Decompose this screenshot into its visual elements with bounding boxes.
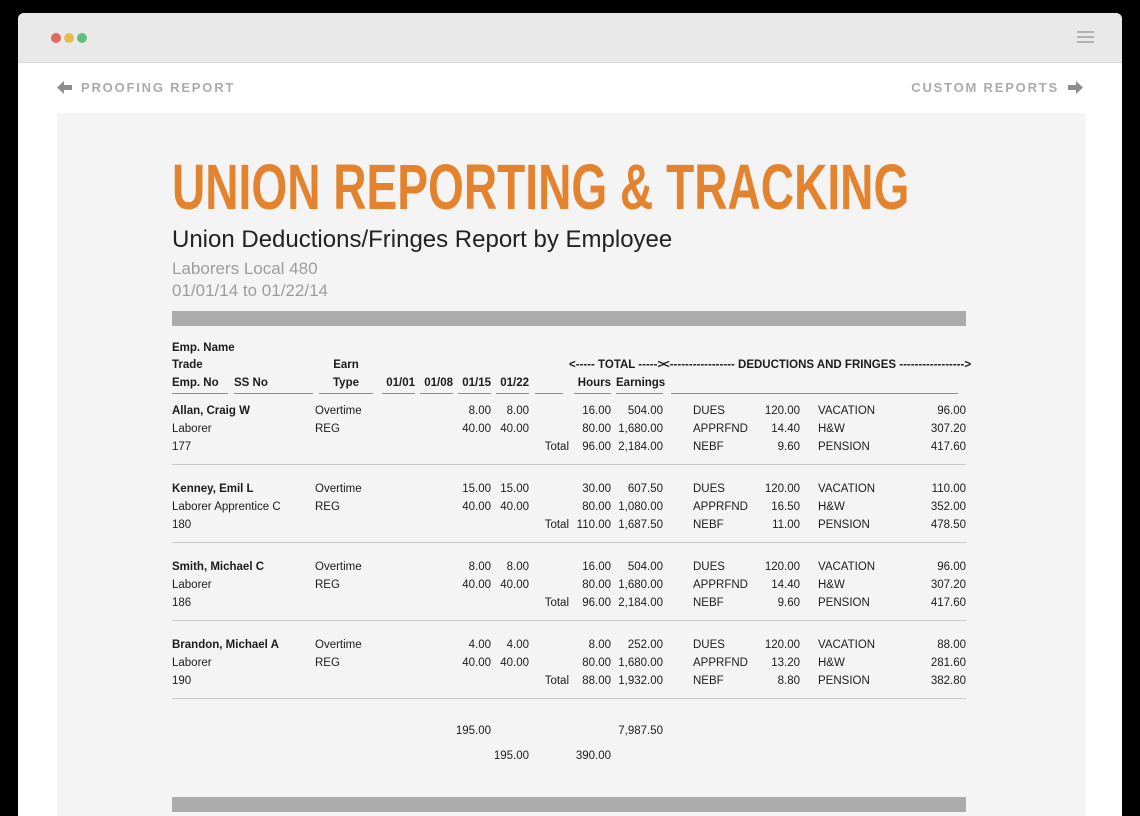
section-divider-bottom bbox=[172, 797, 966, 812]
grand-total-hours: 390.00 bbox=[575, 750, 611, 762]
deduction-amount-cell: 13.20 bbox=[771, 657, 800, 669]
week-0115-cell: 40.00 bbox=[462, 657, 491, 669]
deduction-amount-cell: 120.00 bbox=[764, 405, 800, 417]
deduction-amount-cell: 16.50 bbox=[771, 501, 800, 513]
hours-cell: 8.00 bbox=[588, 639, 611, 651]
report-page bbox=[57, 113, 1086, 816]
row-separator bbox=[172, 612, 966, 620]
fringe-amount-cell: 382.80 bbox=[930, 675, 966, 687]
employee-row-total bbox=[172, 672, 966, 690]
fringe-amount-cell: 478.50 bbox=[930, 519, 966, 531]
header-row-2 bbox=[172, 357, 966, 374]
earn-type-cell: Overtime bbox=[315, 639, 362, 651]
emp-name-cell: Brandon, Michael A bbox=[172, 639, 279, 651]
app-window bbox=[18, 13, 1122, 816]
fringe-amount-cell: 417.60 bbox=[930, 597, 966, 609]
week-0122-cell: 4.00 bbox=[506, 639, 529, 651]
deduction-name-cell: APPRFND bbox=[693, 423, 748, 435]
employee-row-reg bbox=[172, 654, 966, 672]
fringe-name-cell: VACATION bbox=[818, 483, 876, 495]
earn-type-cell: Overtime bbox=[315, 405, 362, 417]
custom-reports-label: CUSTOM REPORTS bbox=[911, 80, 1059, 95]
deduction-name-cell: APPRFND bbox=[693, 579, 748, 591]
header-row-3 bbox=[172, 374, 966, 394]
deduction-name-cell: DUES bbox=[693, 483, 725, 495]
fringe-name-cell: VACATION bbox=[818, 639, 876, 651]
header-row-1 bbox=[172, 340, 966, 357]
row-separator bbox=[172, 690, 966, 698]
hours-cell: 110.00 bbox=[576, 519, 611, 531]
hours-cell: 16.00 bbox=[582, 561, 611, 573]
earn-type-cell: REG bbox=[315, 579, 340, 591]
employee-row-total bbox=[172, 516, 966, 534]
fringe-name-cell: PENSION bbox=[818, 675, 870, 687]
week-0122-cell: 40.00 bbox=[500, 579, 529, 591]
hours-cell: 88.00 bbox=[582, 675, 611, 687]
col-header-week-0108: 01/08 bbox=[415, 374, 453, 394]
section-divider-top bbox=[172, 311, 966, 326]
hours-cell: 80.00 bbox=[582, 579, 611, 591]
emp-trade-cell: Laborer bbox=[172, 423, 212, 435]
grand-total-row-1 bbox=[172, 722, 966, 740]
deduction-amount-cell: 120.00 bbox=[764, 561, 800, 573]
earnings-cell: 252.00 bbox=[627, 639, 663, 651]
week-0122-cell: 8.00 bbox=[506, 405, 529, 417]
employee-row-overtime bbox=[172, 558, 966, 576]
earnings-cell: 2,184.00 bbox=[618, 597, 663, 609]
employee-row-reg bbox=[172, 420, 966, 438]
arrow-right-icon bbox=[1068, 81, 1083, 94]
col-header-emp-no: Emp. No bbox=[172, 376, 228, 394]
col-header-emp-name: Emp. Name bbox=[172, 342, 235, 354]
proofing-report-label: PROOFING REPORT bbox=[81, 80, 236, 95]
earnings-cell: 1,687.50 bbox=[618, 519, 663, 531]
grand-totals-block bbox=[172, 698, 966, 765]
deduction-amount-cell: 8.80 bbox=[777, 675, 800, 687]
hamburger-menu-icon[interactable] bbox=[1077, 31, 1094, 46]
deduction-name-cell: DUES bbox=[693, 405, 725, 417]
fringe-amount-cell: 352.00 bbox=[930, 501, 966, 513]
grand-total-row-2 bbox=[172, 747, 966, 765]
deduction-name-cell: NEBF bbox=[693, 441, 724, 453]
deduction-amount-cell: 9.60 bbox=[777, 441, 800, 453]
row-separator bbox=[172, 534, 966, 542]
hours-cell: 80.00 bbox=[582, 423, 611, 435]
earnings-cell: 1,680.00 bbox=[618, 423, 663, 435]
earnings-cell: 1,680.00 bbox=[618, 579, 663, 591]
fringe-amount-cell: 417.60 bbox=[930, 441, 966, 453]
emp-no-cell: 180 bbox=[172, 519, 192, 531]
earnings-cell: 1,680.00 bbox=[618, 657, 663, 669]
report-subtitle: Union Deductions/Fringes Report by Employee bbox=[172, 226, 673, 253]
employee-row-reg bbox=[172, 576, 966, 594]
earn-type-cell: REG bbox=[315, 501, 340, 513]
fringe-name-cell: H&W bbox=[818, 423, 845, 435]
fringe-amount-cell: 110.00 bbox=[931, 483, 966, 495]
total-label-cell: Total bbox=[544, 441, 569, 453]
employee-row-total bbox=[172, 594, 966, 612]
col-header-ss-no: SS No bbox=[234, 376, 313, 394]
hours-cell: 80.00 bbox=[582, 501, 611, 513]
week-0122-cell: 40.00 bbox=[500, 423, 529, 435]
week-0115-cell: 8.00 bbox=[468, 561, 491, 573]
deduction-name-cell: DUES bbox=[693, 639, 725, 651]
col-header-week-0115: 01/15 bbox=[453, 374, 491, 394]
col-group-total: <----- TOTAL -----> bbox=[569, 359, 665, 371]
earnings-cell: 504.00 bbox=[627, 405, 663, 417]
week-0115-cell: 4.00 bbox=[468, 639, 491, 651]
deduction-name-cell: NEBF bbox=[693, 675, 724, 687]
col-group-deductions-fringes: <----------------- DEDUCTIONS AND FRINGES -----------------> bbox=[663, 359, 972, 371]
week-0115-cell: 15.00 bbox=[462, 483, 491, 495]
grand-total-week-0115: 195.00 bbox=[455, 725, 491, 737]
deduction-name-cell: APPRFND bbox=[693, 501, 748, 513]
report-title: UNION REPORTING & TRACKING bbox=[172, 151, 910, 223]
hours-cell: 80.00 bbox=[582, 657, 611, 669]
earn-type-cell: REG bbox=[315, 657, 340, 669]
week-0122-cell: 15.00 bbox=[500, 483, 529, 495]
total-label-cell: Total bbox=[544, 519, 569, 531]
week-0115-cell: 40.00 bbox=[462, 423, 491, 435]
deduction-amount-cell: 120.00 bbox=[764, 483, 800, 495]
employee-row-total bbox=[172, 438, 966, 456]
employee-row-overtime bbox=[172, 636, 966, 654]
total-label-cell: Total bbox=[544, 675, 569, 687]
emp-no-cell: 186 bbox=[172, 597, 192, 609]
window-titlebar bbox=[18, 13, 1122, 63]
col-header-type: Type bbox=[315, 374, 377, 394]
fringe-name-cell: PENSION bbox=[818, 597, 870, 609]
emp-name-cell: Allan, Craig W bbox=[172, 405, 250, 417]
deduction-amount-cell: 120.00 bbox=[764, 639, 800, 651]
row-separator bbox=[172, 456, 966, 464]
earn-type-cell: Overtime bbox=[315, 483, 362, 495]
fringe-name-cell: PENSION bbox=[818, 441, 870, 453]
week-0115-cell: 8.00 bbox=[468, 405, 491, 417]
fringe-name-cell: VACATION bbox=[818, 561, 876, 573]
total-label-cell: Total bbox=[544, 597, 569, 609]
deduction-amount-cell: 14.40 bbox=[771, 423, 800, 435]
emp-no-cell: 177 bbox=[172, 441, 192, 453]
emp-name-cell: Smith, Michael C bbox=[172, 561, 265, 573]
fringe-name-cell: H&W bbox=[818, 501, 845, 513]
hours-cell: 96.00 bbox=[582, 597, 611, 609]
report-organization: Laborers Local 480 bbox=[172, 259, 318, 278]
fringe-amount-cell: 307.20 bbox=[930, 423, 966, 435]
table-header bbox=[172, 340, 972, 394]
employee-block bbox=[172, 394, 966, 464]
week-0115-cell: 40.00 bbox=[462, 501, 491, 513]
emp-name-cell: Kenney, Emil L bbox=[172, 483, 254, 495]
earn-type-cell: REG bbox=[315, 423, 340, 435]
fringe-name-cell: VACATION bbox=[818, 405, 876, 417]
col-header-week-0122: 01/22 bbox=[491, 374, 529, 394]
employee-row-overtime bbox=[172, 480, 966, 498]
fringe-name-cell: H&W bbox=[818, 657, 845, 669]
fringe-name-cell: H&W bbox=[818, 579, 845, 591]
earnings-cell: 1,080.00 bbox=[618, 501, 663, 513]
proofing-report-link[interactable] bbox=[57, 80, 235, 95]
employee-block bbox=[172, 542, 966, 620]
col-header-trade: Trade bbox=[172, 359, 203, 371]
earnings-cell: 504.00 bbox=[627, 561, 663, 573]
emp-trade-cell: Laborer Apprentice C bbox=[172, 501, 281, 513]
deduction-name-cell: NEBF bbox=[693, 597, 724, 609]
custom-reports-link[interactable] bbox=[911, 80, 1083, 95]
fringe-name-cell: PENSION bbox=[818, 519, 870, 531]
fringe-amount-cell: 96.00 bbox=[937, 561, 966, 573]
fringe-amount-cell: 307.20 bbox=[930, 579, 966, 591]
fringe-amount-cell: 96.00 bbox=[937, 405, 966, 417]
union-report-table bbox=[172, 340, 972, 765]
col-header-earnings: Earnings bbox=[611, 374, 663, 394]
earnings-cell: 2,184.00 bbox=[618, 441, 663, 453]
fringe-amount-cell: 88.00 bbox=[937, 639, 966, 651]
col-header-empno-ssno bbox=[172, 374, 315, 394]
hours-cell: 30.00 bbox=[582, 483, 611, 495]
col-header-deductions-underline bbox=[663, 374, 966, 394]
employee-row-overtime bbox=[172, 402, 966, 420]
employee-block bbox=[172, 464, 966, 542]
week-0122-cell: 40.00 bbox=[500, 501, 529, 513]
col-header-hours: Hours bbox=[569, 374, 611, 394]
emp-trade-cell: Laborer bbox=[172, 579, 212, 591]
window-controls bbox=[51, 33, 87, 43]
week-0122-cell: 40.00 bbox=[500, 657, 529, 669]
deduction-name-cell: DUES bbox=[693, 561, 725, 573]
earnings-cell: 607.50 bbox=[627, 483, 663, 495]
deduction-name-cell: APPRFND bbox=[693, 657, 748, 669]
col-header-week-0101: 01/01 bbox=[377, 374, 415, 394]
emp-trade-cell: Laborer bbox=[172, 657, 212, 669]
report-navbar bbox=[18, 63, 1122, 112]
report-date-range: 01/01/14 to 01/22/14 bbox=[172, 281, 328, 300]
close-button[interactable] bbox=[51, 33, 61, 43]
employee-row-reg bbox=[172, 498, 966, 516]
grand-total-week-0122: 195.00 bbox=[493, 750, 529, 762]
fringe-amount-cell: 281.60 bbox=[930, 657, 966, 669]
deduction-amount-cell: 14.40 bbox=[771, 579, 800, 591]
earnings-cell: 1,932.00 bbox=[618, 675, 663, 687]
hours-cell: 96.00 bbox=[582, 441, 611, 453]
deduction-amount-cell: 11.00 bbox=[772, 519, 800, 531]
deduction-amount-cell: 9.60 bbox=[777, 597, 800, 609]
employee-block bbox=[172, 620, 966, 698]
earn-type-cell: Overtime bbox=[315, 561, 362, 573]
emp-no-cell: 190 bbox=[172, 675, 192, 687]
grand-total-earnings: 7,987.50 bbox=[618, 725, 663, 737]
arrow-left-icon bbox=[57, 81, 72, 94]
week-0115-cell: 40.00 bbox=[462, 579, 491, 591]
maximize-button[interactable] bbox=[77, 33, 87, 43]
minimize-button[interactable] bbox=[64, 33, 74, 43]
week-0122-cell: 8.00 bbox=[506, 561, 529, 573]
hours-cell: 16.00 bbox=[582, 405, 611, 417]
deduction-name-cell: NEBF bbox=[693, 519, 724, 531]
col-header-earn: Earn bbox=[333, 359, 359, 371]
col-header-total-label-underline bbox=[529, 374, 569, 394]
